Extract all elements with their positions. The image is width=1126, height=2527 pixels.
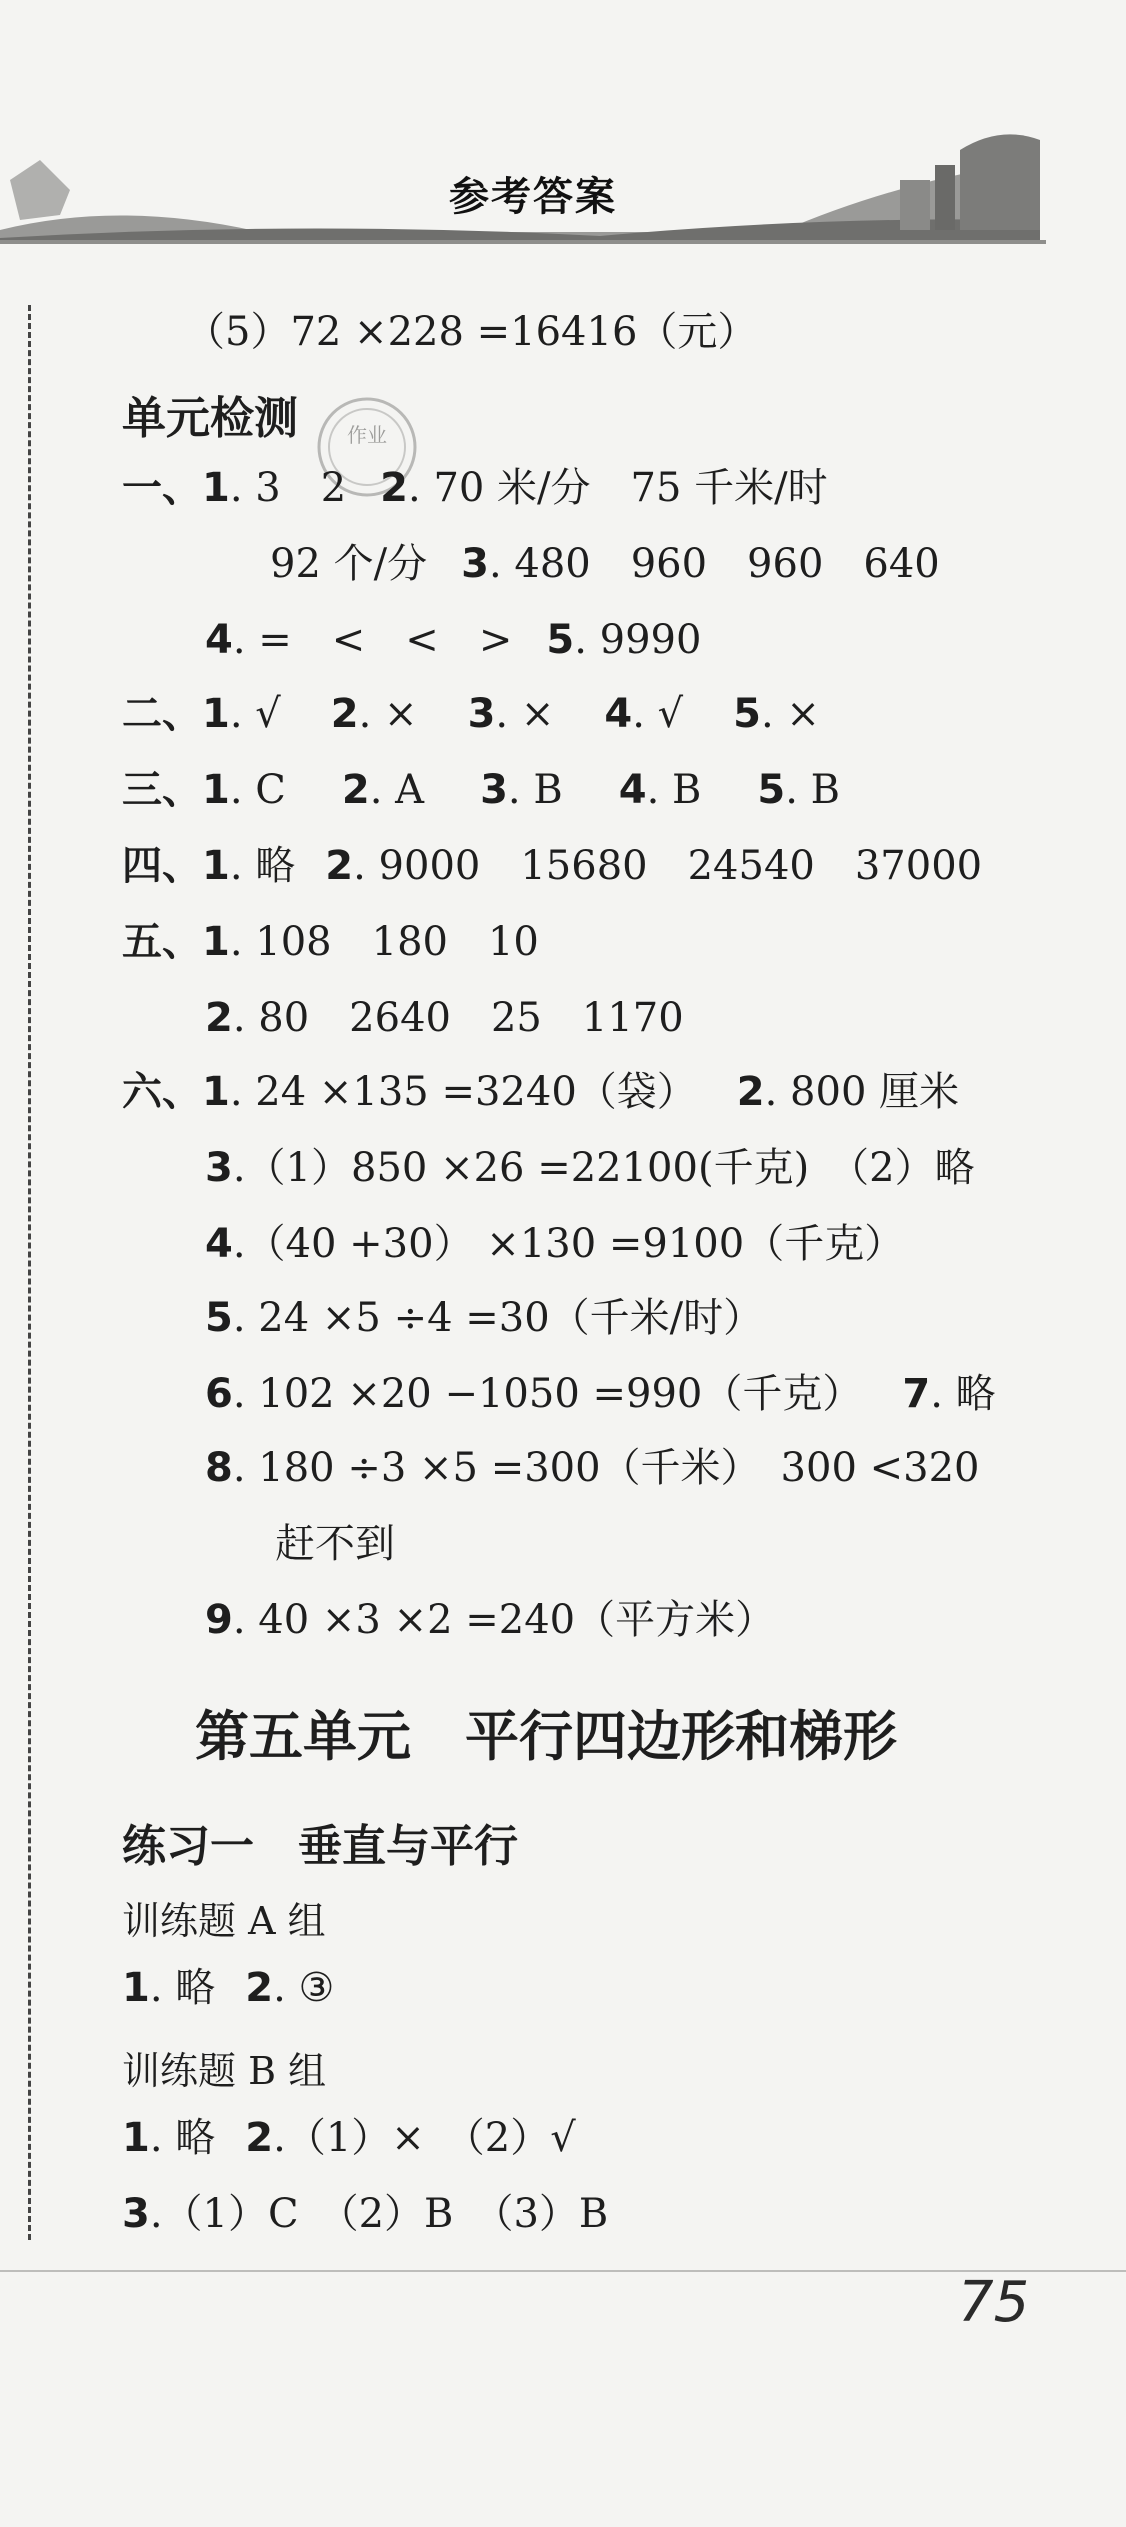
q-label: 5	[733, 691, 761, 737]
answer-line-17	[122, 1962, 334, 2014]
answer-text: . ×	[358, 691, 418, 737]
group-b-label: 训练题 B 组	[122, 2049, 327, 2093]
answer-text: . 略	[149, 1965, 216, 2011]
q-label: 六、1	[122, 1069, 230, 1115]
q-label: 9	[205, 1597, 233, 1643]
q-label: 4	[604, 691, 633, 737]
answer-line-14	[205, 1442, 979, 1494]
answer-text: . B	[646, 767, 702, 813]
answer-line-12	[205, 1292, 763, 1344]
q-label: 2	[341, 767, 370, 813]
q-label: 4	[618, 767, 647, 813]
answer-text: . B	[785, 767, 841, 813]
answer-line-13	[205, 1368, 996, 1420]
q-label: 8	[205, 1445, 233, 1491]
answer-line-0: （5）72 ×228 =16416（元）	[185, 309, 758, 355]
q-label: 4	[205, 617, 233, 663]
answer-text: .（40 +30） ×130 =9100（千克）	[232, 1221, 905, 1267]
answer-text: . 108 180 10	[229, 919, 539, 965]
q-label: 2	[245, 1965, 274, 2011]
answer-text: .（1）C （2）B （3）B	[149, 2191, 609, 2237]
q-label: 3	[467, 691, 496, 737]
q-label: 2	[330, 691, 359, 737]
answer-line-16	[205, 1594, 775, 1646]
answer-line-5	[122, 764, 840, 816]
q-label: 5	[205, 1295, 233, 1341]
q-label: 5	[757, 767, 786, 813]
exercise-title: 练习一 垂直与平行	[122, 1821, 518, 1872]
q-label: 2	[205, 995, 233, 1041]
answer-text: . 480 960 960 640	[488, 541, 940, 587]
answer-text: . √	[229, 691, 281, 737]
q-label: 1	[122, 2115, 150, 2161]
q-label: 1	[122, 1965, 150, 2011]
answer-text: . 9990	[574, 617, 702, 663]
q-label: 一、1	[122, 465, 230, 511]
unit-test-title: 单元检测	[122, 393, 298, 444]
answer-text: . 40 ×3 ×2 =240（平方米）	[232, 1597, 776, 1643]
answer-line-8	[205, 992, 684, 1044]
q-label: 2	[325, 843, 354, 889]
answer-line-15: 赶不到	[275, 1521, 395, 1567]
q-label: 2	[380, 465, 409, 511]
group-a-label: 训练题 A 组	[122, 1899, 326, 1943]
answer-text: . 800 厘米	[764, 1069, 960, 1115]
answer-text: . 略	[149, 2115, 216, 2161]
chapter-title: 第五单元 平行四边形和梯形	[195, 1705, 897, 1768]
page-header	[0, 120, 1046, 250]
answer-line-6	[122, 840, 982, 892]
header-title: 参考答案	[449, 174, 617, 220]
page-number: 75	[958, 2270, 1030, 2335]
answer-text: . ×	[495, 691, 555, 737]
answer-line-11	[205, 1218, 904, 1270]
answer-text: . 180 ÷3 ×5 =300（千米） 300 <320	[232, 1445, 980, 1491]
margin-dashed-line	[28, 305, 31, 2240]
q-label: 3	[205, 1145, 233, 1191]
answer-text: . √	[632, 691, 684, 737]
q-label: 五、1	[122, 919, 230, 965]
q-label: 7	[902, 1371, 931, 1417]
answer-text: 92 个/分	[270, 541, 428, 587]
q-label: 3	[461, 541, 489, 587]
q-label: 2	[736, 1069, 765, 1115]
answer-text: . 70 米/分 75 千米/时	[408, 465, 828, 511]
answer-text: . ③	[273, 1965, 335, 2011]
answer-text: . 24 ×135 =3240（袋）	[229, 1069, 697, 1115]
answer-line-7	[122, 916, 539, 968]
answer-text: . C	[229, 767, 286, 813]
answer-line-19	[122, 2188, 608, 2240]
stamp-text: 作业	[347, 423, 387, 447]
answer-text: .（1）850 ×26 =22100(千克) （2）略	[232, 1145, 975, 1191]
q-label: 3	[480, 767, 508, 813]
answer-text: . 24 ×5 ÷4 =30（千米/时）	[232, 1295, 764, 1341]
answer-line-3	[205, 614, 701, 666]
answer-text: . 略	[930, 1371, 996, 1417]
q-label: 4	[205, 1221, 233, 1267]
q-label: 6	[205, 1371, 233, 1417]
answer-text: . 3 2	[229, 465, 347, 511]
answer-text: . 102 ×20 −1050 =990（千克）	[232, 1371, 863, 1417]
answer-line-18	[122, 2112, 576, 2164]
answer-line-10	[205, 1142, 975, 1194]
q-label: 5	[546, 617, 575, 663]
answer-text: . A	[369, 767, 425, 813]
q-label: 三、1	[122, 767, 230, 813]
answer-line-1	[122, 462, 828, 514]
answer-text: . B	[507, 767, 563, 813]
q-label: 3	[122, 2191, 150, 2237]
answer-text: . ×	[760, 691, 820, 737]
answer-text: . 80 2640 25 1170	[232, 995, 684, 1041]
answer-line-4	[122, 688, 820, 740]
answer-text: . 略	[229, 843, 296, 889]
answer-text: . = < < >	[232, 617, 513, 663]
answer-line-2	[270, 538, 940, 590]
answer-line-9	[122, 1066, 959, 1118]
answer-text: .（1）× （2）√	[273, 2115, 576, 2161]
answer-text: . 9000 15680 24540 37000	[353, 843, 983, 889]
q-label: 2	[245, 2115, 274, 2161]
q-label: 二、1	[122, 691, 230, 737]
q-label: 四、1	[122, 843, 230, 889]
